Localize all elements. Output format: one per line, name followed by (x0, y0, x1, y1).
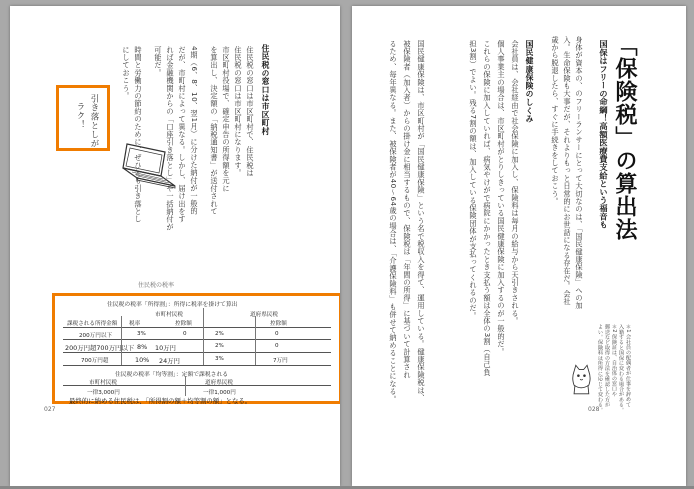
flat-city-value: 一律3,000円 (87, 390, 120, 396)
chapter-subtitle: 国保はフリーの命綱！高額医療費支給という福音も (599, 40, 609, 229)
row-1-pref-rate: 2% (215, 331, 224, 337)
section-col-1: 会社員は、会社経由で社会保険に加入し、保険料は毎月の給与から天引きされる。 (511, 40, 520, 325)
note-line-2: ラク！ (75, 102, 85, 129)
left-heading: 住民税の窓口は市区町村 (261, 44, 270, 136)
left-body-col-7: れば金融機関からの「口座引き落とし」や一括納付が (166, 46, 175, 231)
side-note-line-5: よい。保険料は所得に応じて変わる。 (597, 324, 603, 413)
row-2-pref-rate: 2% (215, 343, 224, 349)
side-note (596, 324, 631, 412)
right-page (352, 6, 686, 486)
th-taxable: 課税される所得金額 (67, 321, 118, 327)
row-1-city-deduct: 0 (183, 331, 187, 337)
laptop-illustration (117, 138, 181, 194)
flat-pref-label: 道府県民税 (205, 380, 233, 386)
section-col-7: るため、毎年異なる。また、被保険者が40〜64歳の場合は、「介護保険料」も併せて納めることになる。 (389, 40, 398, 404)
intro-col-3: 歳から脱退したら、すぐに手続きをしておこう。 (551, 36, 560, 206)
table-caption: 住民税の税率 (138, 282, 175, 289)
th-city: 市町村民税 (155, 312, 183, 318)
row-3-city-rate: 10% (135, 356, 150, 364)
th-pref-deduct: 控除額 (270, 321, 287, 327)
row-3-pref-deduct: 7万円 (273, 358, 288, 364)
row-1-income: 200万円以下 (79, 333, 113, 339)
row-1-pref-deduct: 0 (275, 331, 279, 337)
flat-pref-value: 一律1,000円 (203, 390, 236, 396)
section-col-5: 国民健康保険は、市区町村が「国民健康保険」という名で税収入を得て、運用している。健康保険税は、 (417, 40, 426, 402)
left-body-col-3: 市区町村役場で、確定申告の所得額を元に (222, 46, 231, 193)
left-body-col-2: 住民税の窓口は市区町村になります。 (234, 46, 243, 177)
left-body-col-4: を算出し、決定額の「納税通知書」が送付されて (210, 46, 219, 216)
left-body-col-1: 住民税の窓口は市区町村で、住民税は (246, 46, 255, 177)
side-note-line-1: ＊1 会社員の配偶者が仕事を辞めて (625, 324, 631, 407)
side-note-line-2: 入籍すると国保に変わる場合がある。 (618, 324, 624, 413)
th-pref: 道府県民税 (250, 312, 278, 318)
th-city-deduct: 控除額 (175, 321, 192, 327)
row-1-city-rate: 3% (137, 331, 146, 337)
row-3-city-deduct: 24万円 (159, 357, 180, 365)
section-col-2: 個人事業主の場合は、市区町村がとりしきっている国民健康保険に加入するのが一般的だ。 (497, 40, 506, 356)
left-body-col-6: だが、市町村によって異なる。しかし、届け出をす (178, 46, 187, 224)
left-body-col-9: 時間と労働力の節約のために、ぜひとも引き落とし (134, 46, 143, 224)
th-rate: 税率 (129, 321, 141, 327)
section-heading: 国民健康保険のしくみ (525, 40, 534, 123)
row-2-city-rate: 8% (137, 343, 148, 351)
row-3-income: 700万円超 (81, 358, 109, 364)
intro-col-1: 身体が資本の、のフリーランサーにとって大切なのは、「国民健康保険」への加 (575, 36, 584, 310)
row-2-pref-deduct: 0 (275, 343, 279, 349)
left-page (10, 6, 340, 486)
row-3-pref-rate: 3% (215, 356, 224, 362)
note-line-1: 引き落としが (89, 94, 99, 148)
right-page-number: 028 (588, 406, 600, 413)
tax-table-highlight-box (52, 293, 340, 404)
section-col-6: 被保険者（加入者）からの掛け金に相当するもので、保険税は「年間の所得」に基づいて計算され (403, 40, 412, 379)
table-title-top: 住民税の税率「所得割」：所得に税率を掛けて算出 (107, 302, 238, 308)
side-note-line-3: ＊2 保険証は、自治体の窓口や (611, 324, 617, 397)
table-summary: 最終的に納める住民税は、「所得割の額＋均等割の額」となる。 (69, 397, 252, 405)
side-note-line-4: 郵送など取得の方法を確認した方が (604, 324, 610, 408)
left-body-col-10: にしておこう。 (122, 46, 131, 100)
row-2-city-deduct: 10万円 (155, 344, 176, 352)
table-title-bottom: 住民税の税率「均等割」：定額で課税される (115, 372, 229, 378)
left-page-number: 027 (44, 406, 56, 413)
intro-col-2: 入。生命保険も大事だが、それよりもっと日常的にお世話になる存在だ。会社 (563, 36, 572, 306)
section-col-4: 担3割）でよい。残る7割の額は、加入している保険団体が支払ってくれるのだ。 (469, 40, 478, 320)
left-body-col-8: 可能だ。 (154, 46, 163, 77)
left-body-col-5: 4期（6、8、10、翌1月）に分けた納付が一般的 (190, 46, 199, 216)
section-col-3: これらの保険に加入していれば、病気やけがで病院にかかったとき支払う額は全体の3割（自己負 (483, 40, 492, 377)
chapter-title: 「保険税」の算出法 (612, 34, 637, 241)
row-2-income: 200万円超700万円以下 (65, 344, 135, 352)
cat-illustration (568, 362, 594, 398)
note-highlight-box (56, 85, 110, 151)
flat-city-label: 市町村民税 (89, 380, 117, 386)
